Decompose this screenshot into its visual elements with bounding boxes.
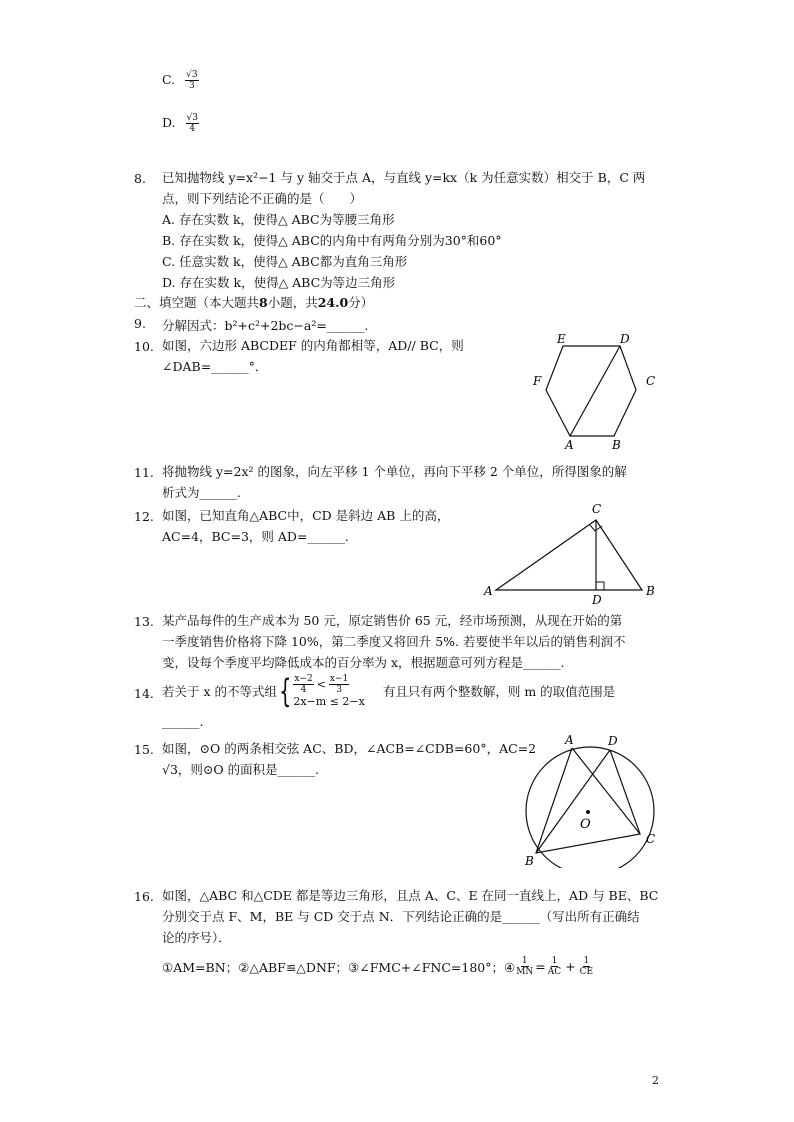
q9-text: 分解因式：b²+c²+2bc−a²=______.	[162, 318, 369, 333]
fraction-1-ce: $\frac{1}{CE}$	[579, 956, 594, 977]
q12-number: 12.	[134, 509, 154, 524]
q16-line2: 分别交于点 F、M，BE 与 CD 交于点 N．下列结论正确的是______（写出所有正确结	[162, 909, 640, 924]
q8-line2: 点，则下列结论不正确的是（ ）	[162, 191, 363, 206]
inequality-system	[293, 674, 364, 708]
label-d: D	[592, 593, 602, 607]
label-f: F	[533, 374, 542, 388]
circle-o	[526, 747, 654, 868]
chord-ac-cb	[536, 748, 640, 853]
inequality-row1: $\frac{x-2}{4}$ < $\frac{x-1}{3}$	[294, 674, 349, 695]
q13-line1: 某产品每件的生产成本为 50 元，原定销售价 65 元，经市场预测，从现在开始的第	[162, 613, 623, 628]
q15-line2: √3，则⊙O 的面积是______.	[162, 762, 320, 777]
label-c: C	[592, 502, 602, 516]
q11-stem	[162, 461, 627, 503]
q10-number: 10.	[134, 339, 154, 354]
label-o: O	[580, 817, 591, 832]
q8-option-c: C. 任意实数 k，使得△ ABC都为直角三角形	[162, 254, 408, 269]
label-b: B	[525, 854, 534, 868]
q12-line2: AC=4，BC=3，则 AD=______.	[162, 529, 349, 544]
fraction-1-ac: $\frac{1}{AC}$	[547, 956, 562, 977]
label-e: E	[557, 332, 566, 346]
q11-number: 11.	[134, 465, 154, 480]
q14-pre: 若关于 x 的不等式组	[162, 684, 277, 699]
label-a: A	[484, 584, 493, 598]
q8-number: 8.	[134, 171, 146, 186]
q15-number: 15.	[134, 742, 154, 757]
q16-number: 16.	[134, 889, 154, 904]
right-angle-mark-d	[596, 582, 604, 590]
label-a: A	[565, 733, 574, 747]
circle-figure	[515, 733, 665, 868]
option-fraction: $\frac{√3}{4}$	[186, 113, 199, 134]
q8-stem	[162, 167, 645, 293]
chord-bd	[536, 750, 610, 853]
q11-line1: 将抛物线 y=2x² 的图象，向左平移 1 个单位，再向下平移 2 个单位，所得图象的解	[162, 464, 627, 479]
q13-line2: 一季度销售价格将下降 10%，第二季度又将回升 5%. 若要使半年以后的销售利润不	[162, 634, 626, 649]
right-triangle-figure	[480, 498, 665, 608]
label-c: C	[646, 832, 656, 846]
label-d: D	[608, 734, 618, 748]
q10-line1: 如图，六边形 ABCDEF 的内角都相等，AD// BC，则	[162, 338, 464, 353]
label-a: A	[565, 438, 574, 452]
segment-ad	[570, 346, 620, 436]
q11-line2: 析式为______.	[162, 485, 241, 500]
fraction-1-mn: $\frac{1}{MN}$	[516, 956, 534, 977]
q16-statements: ①AM=BN；②△ABF≌△DNF；③∠FMC+∠FNC=180°；④ $\frac{1}{MN}$ = $\frac{1}{AC}$ + $\frac{1}{CE}$	[162, 956, 594, 977]
q7-option-c	[162, 70, 199, 91]
q16-line1: 如图，△ABC 和△CDE 都是等边三角形，且点 A、C、E 在同一直线上，AD 与 BE、BC	[162, 888, 659, 903]
q16-items: ①AM=BN；②△ABF≌△DNF；③∠FMC+∠FNC=180°；④	[162, 959, 516, 975]
section-heading: 二、填空题（本大题共8小题，共24.0分）	[134, 295, 374, 310]
label-d: D	[620, 332, 630, 346]
center-dot	[586, 810, 590, 814]
q13-line3: 变，设每个季度平均降低成本的百分率为 x，根据题意可列方程是______.	[162, 655, 565, 670]
label-b: B	[646, 584, 655, 598]
page-number: 2	[652, 1074, 659, 1087]
q9-number: 9.	[134, 316, 146, 331]
label-b: B	[612, 438, 621, 452]
q10-stem	[162, 335, 464, 377]
inequality-brace: {	[279, 672, 292, 710]
q14-number: 14.	[134, 686, 154, 701]
q12-stem	[162, 505, 449, 547]
option-label: D.	[162, 115, 176, 130]
q7-option-d	[162, 113, 199, 134]
inequality-row2: 2x−m ≤ 2−x	[293, 695, 365, 708]
q8-option-d: D. 存在实数 k，使得△ ABC为等边三角形	[162, 275, 396, 290]
q16-line3: 论的序号）．	[162, 930, 231, 945]
segment-dc	[610, 750, 640, 834]
q15-line1: 如图，⊙O 的两条相交弦 AC、BD，∠ACB=∠CDB=60°，AC=2	[162, 741, 537, 756]
q14-blank: ______.	[162, 714, 204, 729]
q15-stem	[162, 738, 536, 780]
q8-line1: 已知抛物线 y=x²−1 与 y 轴交于点 A，与直线 y=kx（k 为任意实数）相交于 B，C 两	[162, 170, 646, 185]
q12-line1: 如图，已知直角△ABC中，CD 是斜边 AB 上的高，	[162, 508, 450, 523]
q10-line2: ∠DAB=______°．	[162, 359, 268, 374]
hexagon-shape	[546, 346, 636, 436]
q8-option-a: A. 存在实数 k，使得△ ABC为等腰三角形	[162, 212, 395, 227]
q14-stem	[162, 674, 615, 708]
q13-stem	[162, 610, 626, 673]
q14-post: 有且只有两个整数解，则 m 的取值范围是	[382, 684, 616, 699]
option-fraction: $\frac{√3}{3}$	[186, 70, 198, 91]
q13-number: 13.	[134, 614, 154, 629]
hexagon-figure	[528, 328, 663, 453]
q8-option-b: B. 存在实数 k，使得△ ABC的内角中有两角分别为30°和60°	[162, 233, 502, 248]
option-label: C.	[162, 72, 176, 87]
label-c: C	[646, 374, 656, 388]
triangle-abc	[496, 520, 642, 590]
q16-stem	[162, 885, 658, 948]
